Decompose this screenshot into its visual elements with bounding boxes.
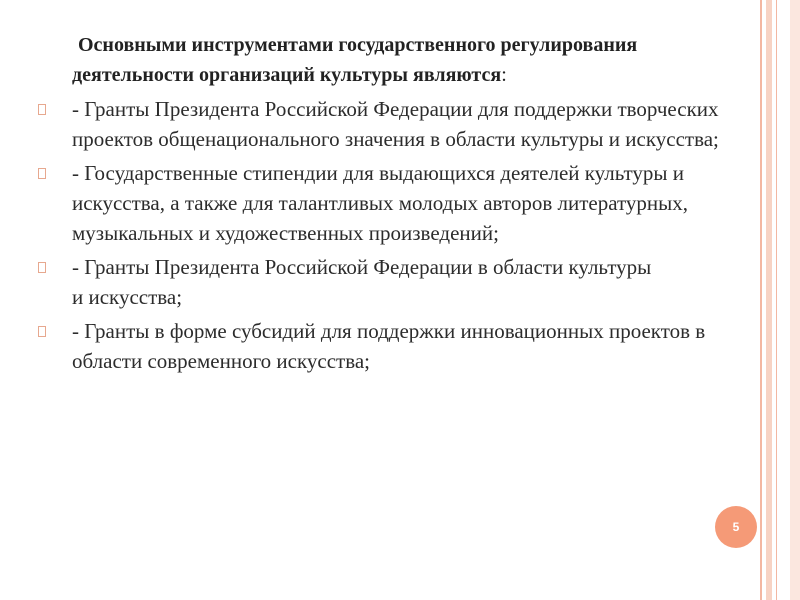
heading-colon: : (501, 64, 507, 86)
list-item (36, 252, 756, 312)
list-item-text: - Гранты Президента Российской Федерации в области культуры (72, 255, 652, 279)
decorative-stripe (790, 0, 800, 600)
slide-content (36, 30, 756, 380)
page-number-badge (715, 506, 757, 548)
list-item (36, 316, 756, 376)
decorative-stripe (760, 0, 762, 600)
list-item (36, 158, 756, 248)
list-item-text-continued: и искусства; (72, 285, 183, 309)
hollow-square-bullet-icon (38, 104, 46, 115)
list-item-text: - Гранты Президента Российской Федерации для поддержки творческих проектов общенационального значения в области культуры и искусства; (72, 97, 719, 151)
hollow-square-bullet-icon (38, 326, 46, 337)
decorative-stripe (766, 0, 772, 600)
decorative-stripe (776, 0, 777, 600)
bullet-list (36, 94, 756, 376)
hollow-square-bullet-icon (38, 262, 46, 273)
page-number: 5 (732, 520, 740, 534)
heading-text: Основными инструментами государственного регулирования деятельности организаций культуры являются (72, 34, 638, 86)
list-item-text: - Гранты в форме субсидий для поддержки инновационных проектов в области современного искусства; (72, 319, 706, 373)
hollow-square-bullet-icon (38, 168, 46, 179)
list-item (36, 94, 756, 154)
list-item-text: - Государственные стипендии для выдающихся деятелей культуры и искусства, а также для талантливых молодых авторов литературных, музыкальных и художественных произведений; (72, 161, 688, 245)
slide-heading (72, 30, 756, 90)
